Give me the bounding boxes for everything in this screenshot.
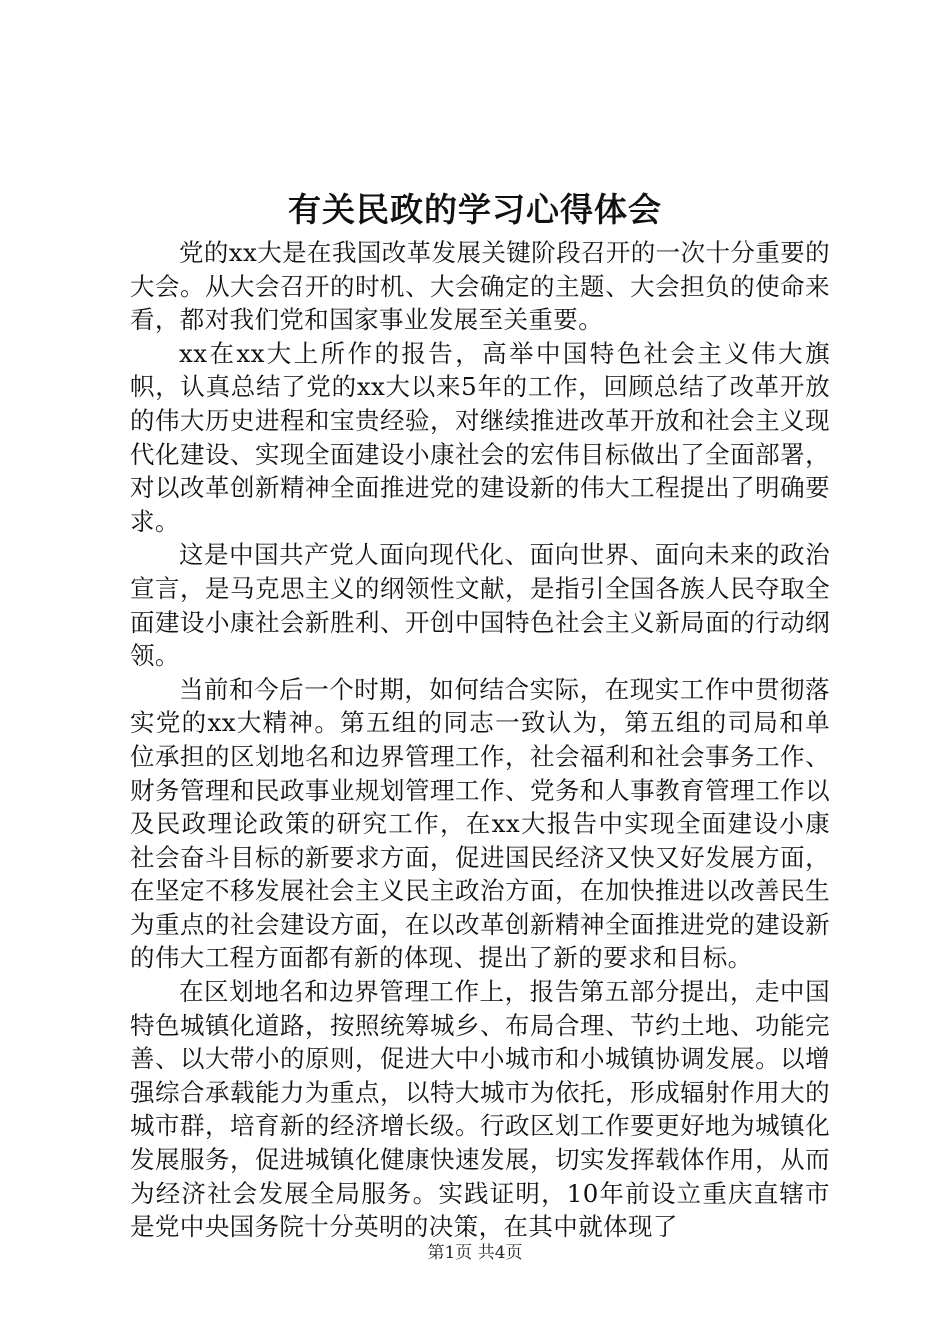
paragraph-2: xx在xx大上所作的报告，高举中国特色社会主义伟大旗帜，认真总结了党的xx大以来5年的工作，回顾总结了改革开放的伟大历史进程和宝贵经验，对继续推进改革开放和社会主义现代化建设、实现全面建设小康社会的宏伟目标做出了全面部署，对以改革创新精神全面推进党的建设新的伟大工程提出了明确要求。 [130, 338, 830, 536]
paragraph-1: 党的xx大是在我国改革发展关键阶段召开的一次十分重要的大会。从大会召开的时机、大会确定的主题、大会担负的使命来看，都对我们党和国家事业发展至关重要。 [130, 238, 830, 335]
paragraph-4: 当前和今后一个时期，如何结合实际，在现实工作中贯彻落实党的xx大精神。第五组的同志一致认为，第五组的司局和单位承担的区划地名和边界管理工作，社会福利和社会事务工作、财务管理和民政事业规划管理工作、党务和人事教育管理工作以及民政理论政策的研究工作，在xx大报告中实现全面建设小康社会奋斗目标的新要求方面，促进国民经济又快又好发展方面，在坚定不移发展社会主义民主政治方面，在加快推进以改善民生为重点的社会建设方面，在以改革创新精神全面推进党的建设新的伟大工程方面都有新的体现、提出了新的要求和目标。 [130, 674, 830, 973]
page-title: 有关民政的学习心得体会 [288, 190, 662, 229]
page-number-footer: 第1页 共4页 [427, 1243, 523, 1263]
paragraph-3: 这是中国共产党人面向现代化、面向世界、面向未来的政治宣言，是马克思主义的纲领性文献，是指引全国各族人民夺取全面建设小康社会新胜利、开创中国特色社会主义新局面的行动纲领。 [130, 540, 830, 671]
document-body [130, 236, 830, 1244]
paragraph-5: 在区划地名和边界管理工作上，报告第五部分提出，走中国特色城镇化道路，按照统筹城乡、布局合理、节约土地、功能完善、以大带小的原则，促进大中小城市和小城镇协调发展。以增强综合承载能力为重点，以特大城市为依托，形成辐射作用大的城市群，培育新的经济增长级。行政区划工作要更好地为城镇化发展服务，促进城镇化健康快速发展，切实发挥载体作用，从而为经济社会发展全局服务。实践证明，10年前设立重庆直辖市是党中央国务院十分英明的决策，在其中就体现了 [130, 977, 830, 1242]
